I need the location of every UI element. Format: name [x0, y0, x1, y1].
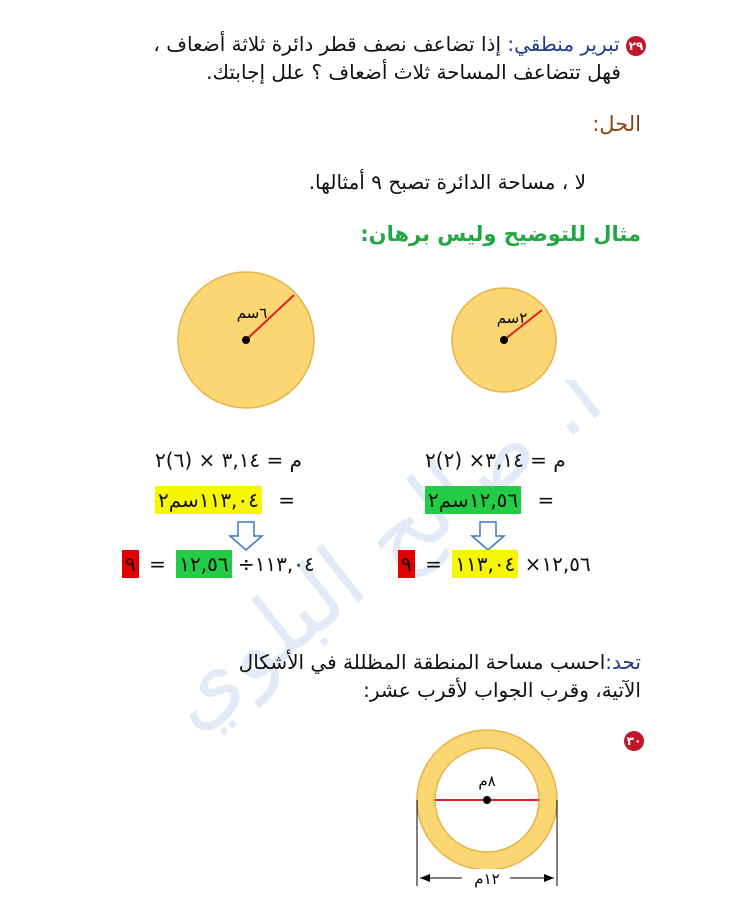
small-circle-radius-label: ٢سم — [496, 309, 528, 327]
watermark-text: أ. صالح البلوي — [190, 380, 610, 740]
down-arrow-icon — [472, 522, 504, 550]
question-label: تبرير منطقي: — [507, 32, 620, 56]
solution-answer: لا ، مساحة الدائرة تصبح ٩ أمثالها. — [308, 170, 586, 194]
challenge-label: تحد: — [605, 650, 641, 674]
large-circle-area-value: ١١٣,٠٤سم٢ — [155, 486, 262, 514]
large-circle-radius-label: ٦سم — [236, 304, 268, 322]
small-circle-factor: ٩ — [398, 550, 415, 578]
small-circle-area-value: ١٢,٥٦سم٢ — [425, 486, 521, 514]
small-circle-eq1: م = ٣,١٤× (٢)٢ — [425, 448, 566, 472]
large-circle-eq2: ١١٣,٠٤سم٢ = — [155, 488, 295, 512]
question-30 — [624, 730, 644, 751]
ring-outer-label: ١٢م — [474, 870, 500, 888]
question-number-badge: ٢٩ — [626, 36, 646, 56]
small-circle — [452, 288, 556, 392]
large-circle-eq1: م = ٣,١٤ × (٦)٢ — [155, 448, 303, 472]
question-number-badge: ٣٠ — [624, 731, 644, 751]
example-title: مثال للتوضيح وليس برهان: — [360, 222, 641, 246]
large-circle-factor: ٩ — [122, 550, 139, 578]
challenge — [81, 648, 641, 676]
small-circle-eq2: ١٢,٥٦سم٢ = — [425, 488, 554, 512]
large-circle-result: ١٢,٥٦ — [176, 550, 231, 578]
small-circle-eq3: ١١٣,٠٤ = ٩ ×١٢,٥٦ — [398, 552, 591, 576]
question-line-1: إذا تضاعف نصف قطر دائرة ثلاثة أضعاف ، — [153, 32, 501, 56]
challenge-line-2: الآتية، وقرب الجواب لأقرب عشر: — [363, 678, 641, 702]
large-circle — [178, 272, 314, 408]
ring-inner-label: ٨م — [478, 772, 496, 790]
small-circle-result: ١١٣,٠٤ — [452, 550, 518, 578]
large-circle-eq3: ١٢,٥٦ = ٩ ÷١١٣,٠٤ — [122, 552, 315, 576]
ring-figure — [417, 730, 557, 887]
down-arrow-icon — [230, 522, 262, 550]
solution-label: الحل: — [592, 112, 641, 136]
challenge-line-1: احسب مساحة المنطقة المظللة في الأشكال — [238, 650, 606, 674]
question-line-2: فهل تتضاعف المساحة ثلاث أضعاف ؟ علل إجابتك. — [206, 60, 621, 84]
